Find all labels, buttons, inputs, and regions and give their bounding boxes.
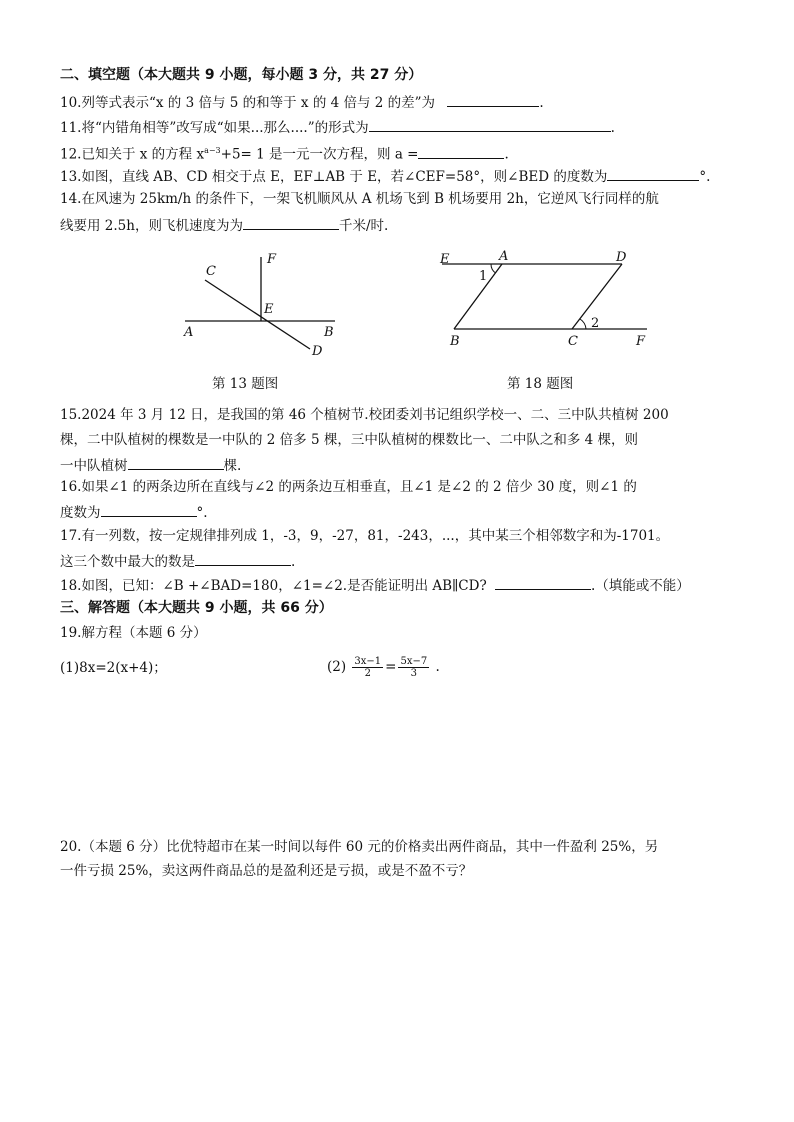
right-numerator: 5x−7 [400, 656, 428, 667]
right-denominator: 3 [410, 668, 418, 679]
q14-answer-blank[interactable] [243, 215, 339, 230]
q14-text-b: 千米/时. [338, 218, 389, 234]
label-angle-2: 2 [591, 316, 600, 331]
question-17-line-2 [60, 551, 295, 571]
q17-text-a: 这三个数中最大的数是 [60, 554, 195, 570]
q11-end: . [610, 120, 615, 136]
question-19-title: 19.解方程（本题 6 分） [60, 625, 207, 641]
label-angle-1: 1 [479, 269, 488, 284]
question-16-line-2 [60, 502, 208, 522]
q19-p2-end: . [435, 659, 440, 675]
q19-left-fraction [352, 656, 383, 679]
q19-right-fraction [398, 656, 429, 679]
question-14-line-2 [60, 215, 388, 235]
q10-end: . [539, 95, 544, 111]
q13-end: °. [699, 169, 711, 185]
q13-answer-blank[interactable] [607, 166, 699, 181]
question-10 [60, 92, 544, 112]
question-15-line-3 [60, 455, 241, 475]
label-f: F [636, 334, 646, 349]
figure-18 [432, 245, 662, 355]
question-15-line-1: 15.2024 年 3 月 12 日，是我国的第 46 个植树节.校团委刘书记组织学校一、二、三中队共植树 200 [60, 407, 669, 423]
q12-exponent: a−3 [204, 146, 221, 155]
q18-end: .（填能或不能） [590, 578, 690, 594]
left-numerator: 3x−1 [354, 656, 382, 667]
q13-text: 13.如图，直线 AB、CD 相交于点 E，EF⊥AB 于 E，若∠CEF=58°，则∠BED 的度数为 [60, 169, 608, 185]
question-17-line-1: 17.有一列数，按一定规律排列成 1，-3，9，-27，81，-243，...，其中某三个相邻数字和为-1701。 [60, 528, 670, 544]
q15-text-a: 一中队植树 [60, 458, 128, 474]
label-c: C [568, 334, 578, 349]
q16-text-b: °. [196, 505, 208, 521]
q16-text-a: 度数为 [60, 505, 101, 521]
q14-text-a: 线要用 2.5h，则飞机速度为为 [60, 218, 243, 234]
line-ab [454, 264, 502, 329]
q12-answer-blank[interactable] [418, 144, 504, 159]
section-2-title: 二、填空题（本大题共 9 小题，每小题 3 分，共 27 分） [60, 67, 423, 83]
label-f: F [267, 252, 277, 267]
section-3-title: 三、解答题（本大题共 9 小题，共 66 分） [60, 600, 333, 616]
question-11 [60, 117, 615, 137]
q15-answer-blank[interactable] [128, 455, 224, 470]
q10-answer-blank[interactable] [447, 92, 539, 107]
label-b: B [450, 334, 460, 349]
figure-18-caption: 第 18 题图 [507, 376, 574, 392]
line-cd [205, 280, 310, 349]
label-c: C [206, 264, 216, 279]
question-16-line-1: 16.如果∠1 的两条边所在直线与∠2 的两条边互相垂直，且∠1 是∠2 的 2 倍少 30 度，则∠1 的 [60, 479, 637, 495]
question-15-line-2: 棵，二中队植树的棵数是一中队的 2 倍多 5 棵，三中队植树的棵数比一、二中队之和多 4 棵，则 [60, 432, 639, 448]
q17-text-b: . [291, 554, 296, 570]
q11-answer-blank[interactable] [369, 117, 611, 132]
q18-answer-blank[interactable] [495, 575, 591, 590]
figure-13 [170, 245, 350, 365]
q12-end: . [504, 146, 509, 163]
angle-2-arc [580, 319, 586, 329]
q12-text-b: +5= 1 是一元一次方程，则 a = [220, 146, 419, 163]
label-e: E [440, 252, 450, 267]
label-a: A [499, 249, 509, 264]
question-19-part-1: (1)8x=2(x+4)； [60, 660, 167, 676]
question-20-line-2: 一件亏损 25%，卖这两件商品总的是盈利还是亏损，或是不盈不亏？ [60, 863, 473, 879]
q19-equals: = [385, 659, 397, 675]
q11-text: 11.将“内错角相等”改写成“如果...那么....”的形式为 [60, 120, 369, 136]
q12-text-a: 12.已知关于 x 的方程 x [60, 146, 205, 163]
left-denominator: 2 [364, 668, 371, 679]
q15-text-b: 棵. [223, 458, 242, 474]
label-e: E [264, 302, 274, 317]
question-13 [60, 166, 710, 186]
question-20-line-1: 20.（本题 6 分）比优特超市在某一时间以每件 60 元的价格卖出两件商品，其中一件盈利 25%，另 [60, 839, 659, 855]
label-a: A [184, 325, 194, 340]
q10-text: 10.列等式表示“x 的 3 倍与 5 的和等于 x 的 4 倍与 2 的差”为 [60, 95, 436, 111]
label-b: B [324, 325, 334, 340]
label-d: D [616, 250, 627, 265]
angle-1-arc [491, 264, 496, 273]
figure-13-caption: 第 13 题图 [212, 376, 279, 392]
question-18 [60, 575, 690, 595]
question-19-part-2 [327, 653, 440, 681]
question-12 [60, 142, 509, 164]
q16-answer-blank[interactable] [101, 502, 197, 517]
label-d: D [312, 344, 323, 359]
question-14-line-1: 14.在风速为 25km/h 的条件下，一架飞机顺风从 A 机场飞到 B 机场要用 2h，它逆风飞行同样的航 [60, 191, 659, 207]
q17-answer-blank[interactable] [195, 551, 291, 566]
q18-text: 18.如图，已知：∠B +∠BAD=180，∠1=∠2.是否能证明出 AB∥CD? [60, 578, 487, 594]
q19-p2-label: (2) [327, 659, 347, 675]
